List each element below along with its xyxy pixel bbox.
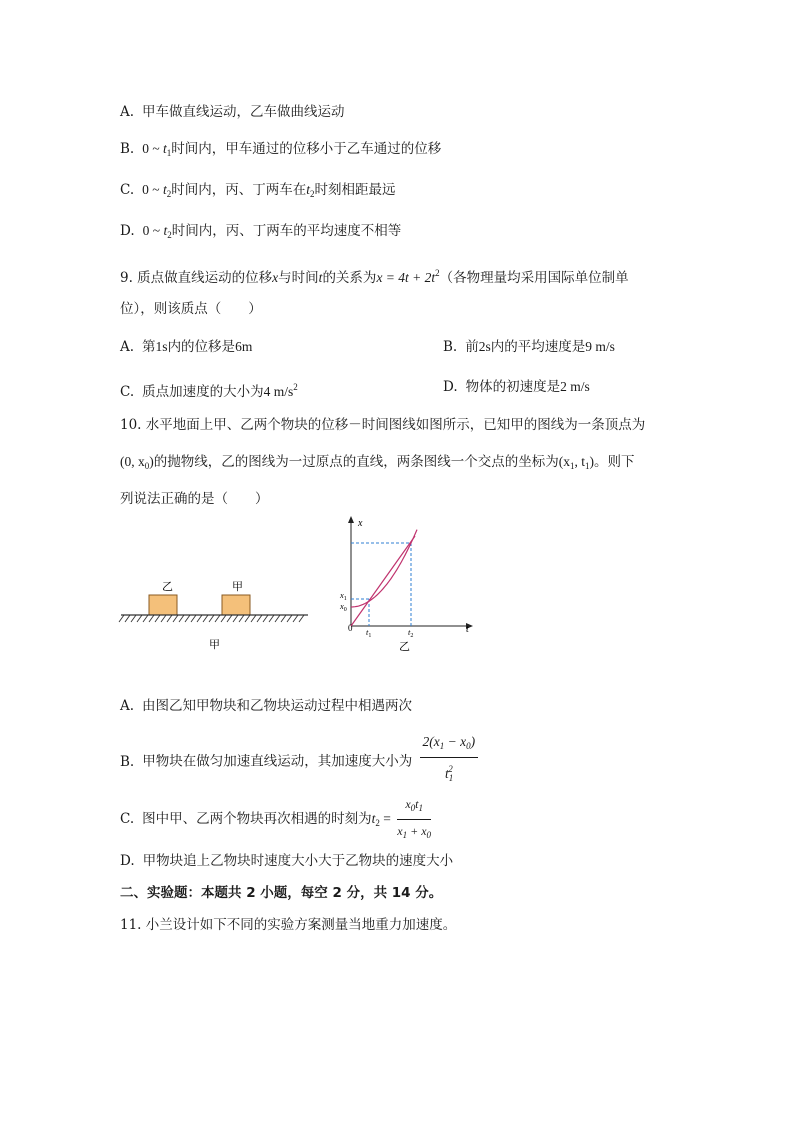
- q10-option-c: C. 图中甲、乙两个物块再次相遇的时刻为$t_2$ = $\frac{x_0t_1}{x_1 + x_0}$: [120, 795, 431, 844]
- x0-tick-label: $x_0$: [340, 601, 347, 613]
- hatch-mark: [221, 615, 226, 622]
- x1-tick-label: $x_1$: [340, 590, 347, 602]
- hatch-mark: [233, 615, 238, 622]
- hatch-mark: [257, 615, 262, 622]
- hatch-mark: [239, 615, 244, 622]
- t1-tick-label: $t_1$: [366, 627, 372, 639]
- hatch-mark: [287, 615, 292, 622]
- hatch-mark: [299, 615, 304, 622]
- hatch-mark: [197, 615, 202, 622]
- q9-option-d: D. 物体的初速度是2 m/s: [443, 379, 590, 395]
- hatch-mark: [173, 615, 178, 622]
- hatch-mark: [131, 615, 136, 622]
- hatch-mark: [185, 615, 190, 622]
- block-jia-label: 甲: [232, 581, 243, 593]
- q9-option-a: A. 第1s内的位移是6m: [120, 339, 253, 355]
- block-yi: [149, 595, 177, 615]
- q10-b-fraction: $\frac{2(x_1 - x_0)}{t_1^2}$: [420, 733, 479, 787]
- hatch-mark: [215, 615, 220, 622]
- hatch-mark: [245, 615, 250, 622]
- hatch-mark: [149, 615, 154, 622]
- figure-left-caption: 甲: [209, 639, 220, 651]
- hatch-mark: [269, 615, 274, 622]
- axis-x-label: x: [358, 518, 363, 529]
- hatch-mark: [155, 615, 160, 622]
- hatch-mark: [119, 615, 124, 622]
- hatch-mark: [179, 615, 184, 622]
- q10-stem-line2: (0, $x_0$)的抛物线，乙的图线为一过原点的直线，两条图线一个交点的坐标为($x_1$, $t_1$)。则下: [120, 454, 635, 471]
- q10-option-d: D. 甲物块追上乙物块时速度大小大于乙物块的速度大小: [120, 853, 454, 869]
- block-jia: [222, 595, 250, 615]
- axis-t-label: t: [466, 624, 469, 635]
- block-yi-label: 乙: [162, 581, 173, 593]
- q9-option-c: C. 质点加速度的大小为4 $m/s^2$: [120, 382, 298, 400]
- hatch-mark: [251, 615, 256, 622]
- hatch-mark: [263, 615, 268, 622]
- q10-stem-line1: 10. 水平地面上甲、乙两个物块的位移－时间图线如图所示，已知甲的图线为一条顶点为: [120, 417, 646, 433]
- q8-option-b: B. 0 ~ $t_1$时间内，甲车通过的位移小于乙车通过的位移: [120, 141, 442, 158]
- hatch-mark: [143, 615, 148, 622]
- x-axis-arrow: [348, 516, 354, 523]
- ground-hatching: [119, 615, 304, 622]
- hatch-mark: [275, 615, 280, 622]
- q10-option-b: B. 甲物块在做匀加速直线运动，其加速度大小为 $\frac{2(x_1 - x_0)}{t_1^2}$: [120, 735, 478, 789]
- q9-stem-line1: 9. 质点做直线运动的位移x与时间t的关系为$x = 4t + 2t^2$（各物理量均采用国际单位制单: [120, 268, 629, 286]
- section-2-heading: 二、实验题：本题共 2 小题，每空 2 分，共 14 分。: [120, 885, 443, 901]
- q10-c-fraction: $\frac{x_0t_1}{x_1 + x_0}$: [397, 797, 432, 840]
- hatch-mark: [227, 615, 232, 622]
- hatch-mark: [191, 615, 196, 622]
- origin-label: 0: [348, 623, 353, 633]
- q9-stem-line2: 位），则该质点（ ）: [120, 301, 262, 317]
- figure-blocks-on-ground: [118, 575, 313, 655]
- q8-option-a: A. 甲车做直线运动，乙车做曲线运动: [120, 104, 345, 120]
- hatch-mark: [137, 615, 142, 622]
- figure-right-caption: 乙: [399, 641, 410, 653]
- q10-option-a: A. 由图乙知甲物块和乙物块运动过程中相遇两次: [120, 698, 413, 714]
- t2-tick-label: $t_2$: [408, 627, 414, 639]
- jia-parabola-curve: [351, 530, 417, 607]
- yi-straight-line: [351, 536, 415, 626]
- q10-stem-line3: 列说法正确的是（ ）: [120, 491, 269, 507]
- hatch-mark: [203, 615, 208, 622]
- q8-option-d: D. 0 ~ $t_2$时间内，丙、丁两车的平均速度不相等: [120, 223, 402, 240]
- hatch-mark: [167, 615, 172, 622]
- q8-option-c: C. 0 ~ $t_2$时间内，丙、丁两车在$t_2$时刻相距最远: [120, 182, 396, 199]
- hatch-mark: [209, 615, 214, 622]
- hatch-mark: [293, 615, 298, 622]
- hatch-mark: [161, 615, 166, 622]
- hatch-mark: [281, 615, 286, 622]
- hatch-mark: [125, 615, 130, 622]
- q11-stem: 11. 小兰设计如下不同的实验方案测量当地重力加速度。: [120, 917, 457, 933]
- figure-xt-graph: [332, 512, 482, 657]
- q9-option-b: B. 前2s内的平均速度是9 m/s: [443, 339, 615, 355]
